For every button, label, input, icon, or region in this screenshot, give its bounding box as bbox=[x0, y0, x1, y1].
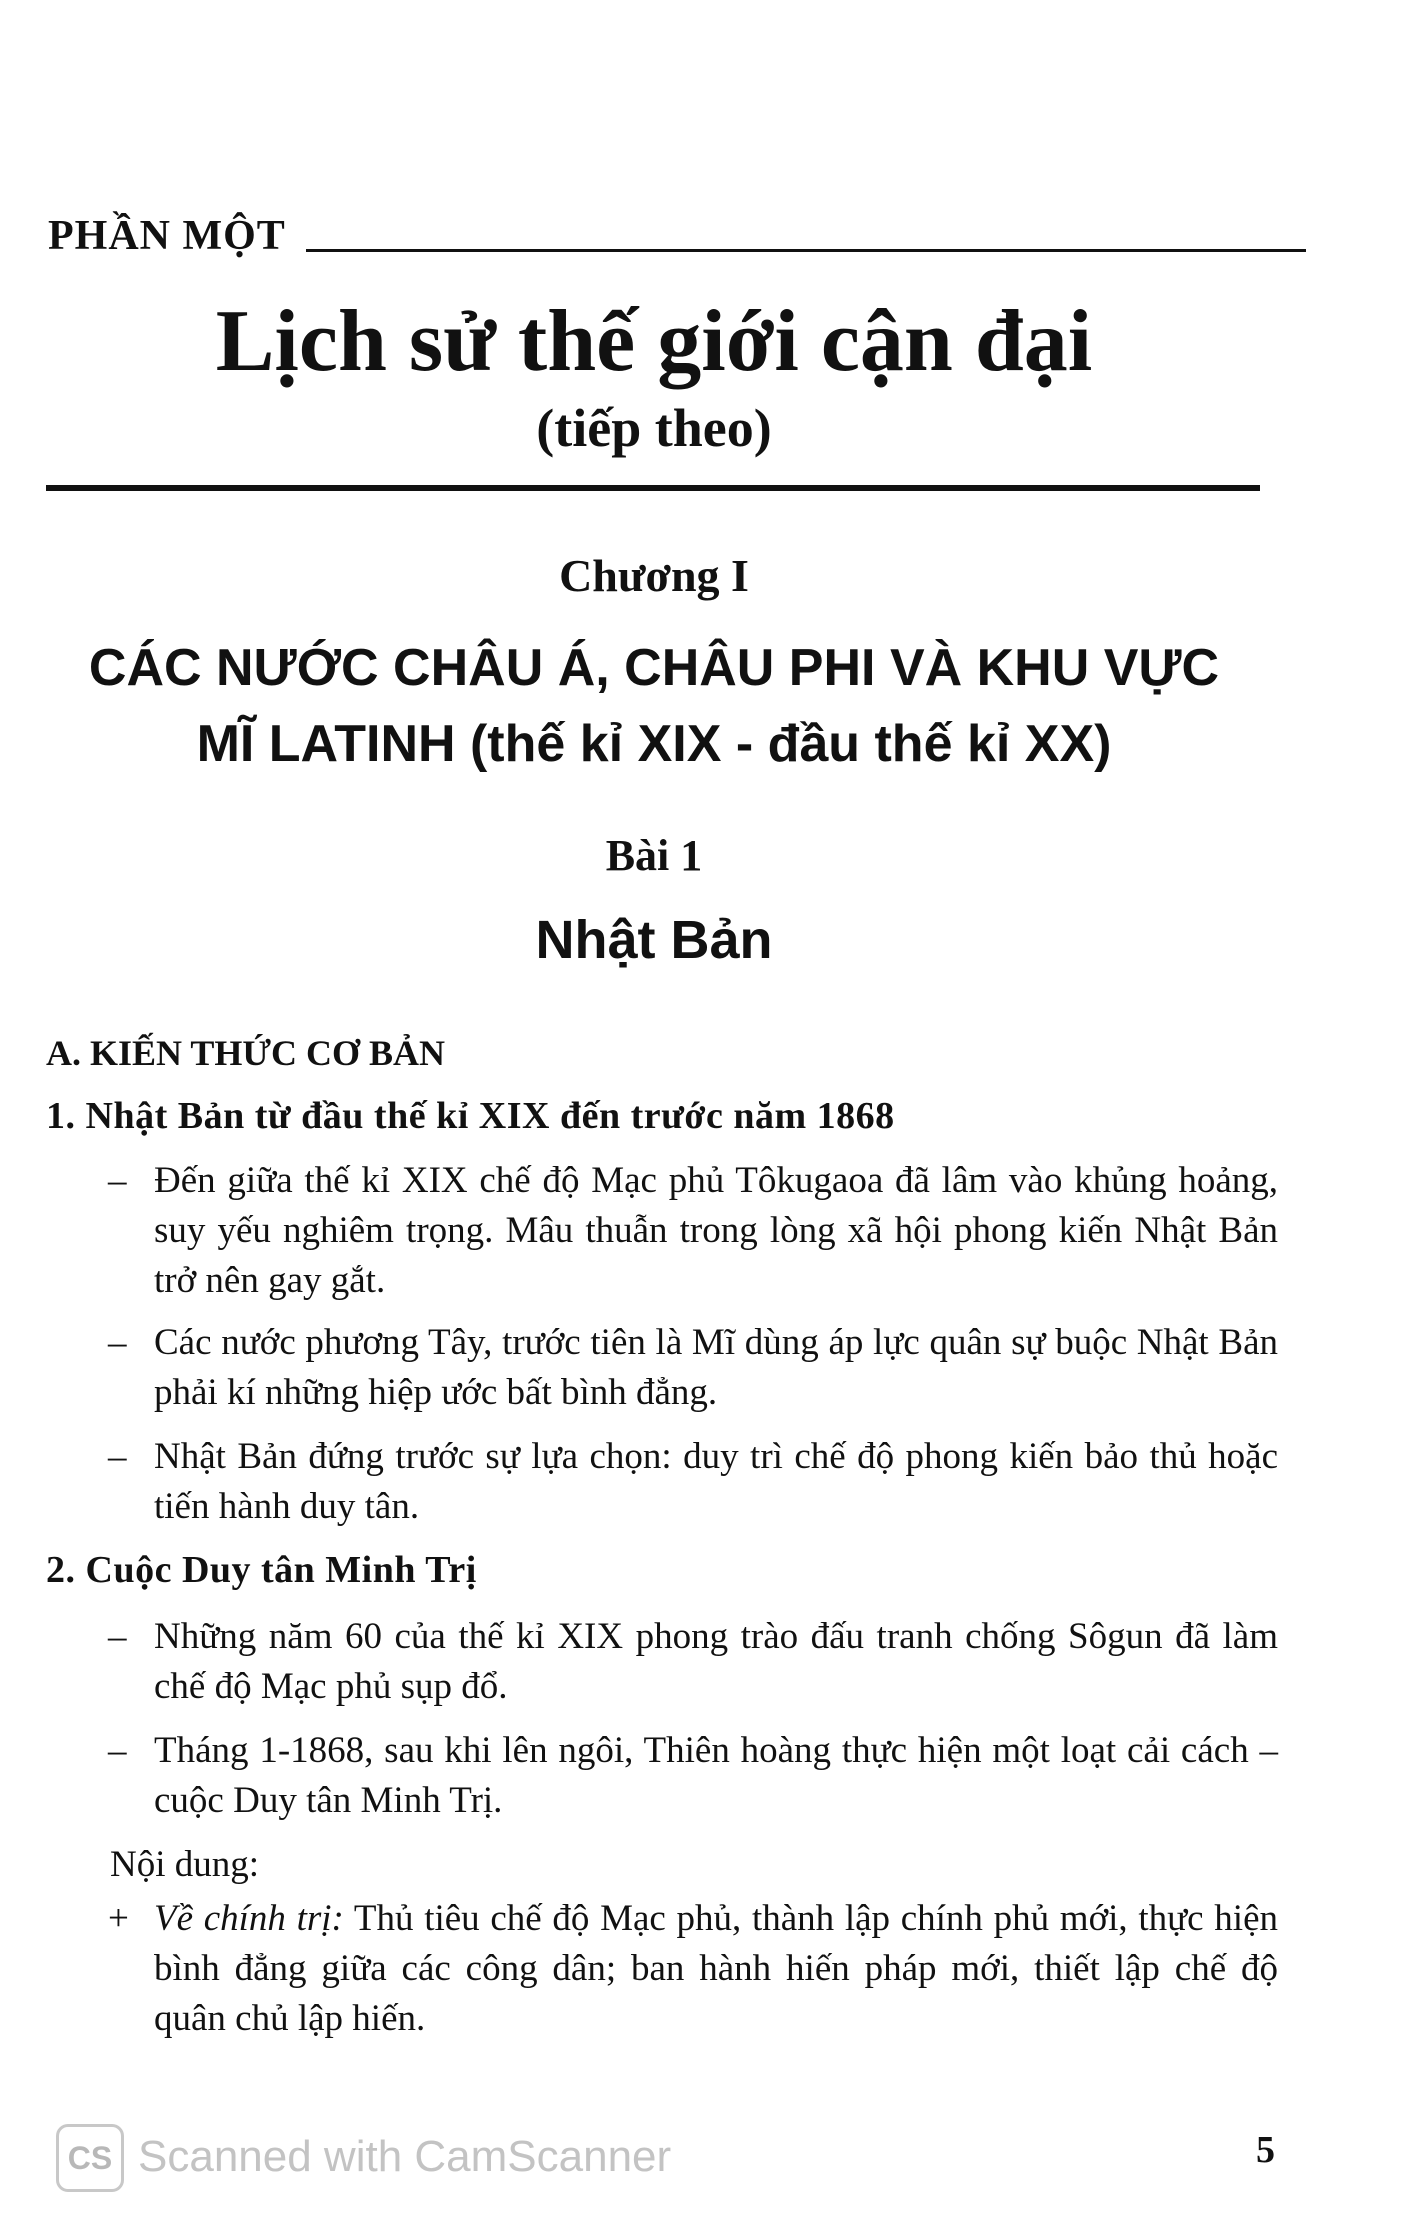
book-subtitle: (tiếp theo) bbox=[536, 398, 772, 458]
camscanner-logo-icon: CS bbox=[56, 2124, 124, 2192]
plus-marker: + bbox=[108, 1898, 129, 1939]
chapter-title-line-2: MĨ LATINH (thế kỉ XIX - đầu thế kỉ XX) bbox=[196, 715, 1112, 773]
dash-marker: – bbox=[108, 1616, 127, 1657]
watermark-text: Scanned with CamScanner bbox=[138, 2132, 672, 2181]
part-label: PHẦN MỘT bbox=[48, 213, 286, 259]
item-body: Thủ tiêu chế độ Mạc phủ, thành lập chính phủ mới, thực hiện bình đẳng giữa các công dân; ban hành hiến pháp mới, thiết lập chế độ quân chủ lập hiến. bbox=[154, 1898, 1278, 2039]
chapter-label: Chương I bbox=[559, 550, 749, 601]
list-item bbox=[108, 1612, 1278, 1712]
section-heading: A. KIẾN THỨC CƠ BẢN bbox=[46, 1033, 446, 1073]
dash-marker: – bbox=[108, 1322, 127, 1363]
list-item bbox=[108, 1894, 1278, 2044]
lesson-label: Bài 1 bbox=[605, 831, 703, 880]
list-item-text: Đến giữa thế kỉ XIX chế độ Mạc phủ Tôkugaoa đã lâm vào khủng hoảng, suy yếu nghiêm trọng. Mâu thuẫn trong lòng xã hội phong kiến Nhật Bản trở nên gay gắt. bbox=[154, 1160, 1278, 1301]
dash-marker: – bbox=[108, 1730, 127, 1771]
subsection-heading-2: 2. Cuộc Duy tân Minh Trị bbox=[46, 1549, 477, 1591]
book-title: Lịch sử thế giới cận đại bbox=[215, 293, 1093, 390]
list-item bbox=[108, 1318, 1278, 1418]
part-header bbox=[48, 212, 1264, 272]
list-item bbox=[108, 1432, 1278, 1532]
chapter-title bbox=[0, 630, 1308, 782]
title-divider bbox=[46, 485, 1260, 491]
list-item bbox=[108, 1156, 1278, 1306]
list-item-text: Những năm 60 của thế kỉ XIX phong trào đấu tranh chống Sôgun đã làm chế độ Mạc phủ sụp đổ. bbox=[154, 1616, 1278, 1707]
list-item-text bbox=[108, 1894, 1278, 2044]
lesson-title: Nhật Bản bbox=[535, 910, 773, 970]
dash-marker: – bbox=[108, 1160, 127, 1201]
chapter-title-line-1: CÁC NƯỚC CHÂU Á, CHÂU PHI VÀ KHU VỰC bbox=[88, 639, 1220, 697]
subsection-heading-1: 1. Nhật Bản từ đầu thế kỉ XIX đến trước năm 1868 bbox=[46, 1095, 895, 1137]
list-item-text: Tháng 1-1868, sau khi lên ngôi, Thiên hoàng thực hiện một loạt cải cách – cuộc Duy tân Minh Trị. bbox=[154, 1730, 1278, 1821]
list-item-text: Các nước phương Tây, trước tiên là Mĩ dùng áp lực quân sự buộc Nhật Bản phải kí những hiệp ước bất bình đẳng. bbox=[154, 1322, 1278, 1413]
part-rule bbox=[306, 249, 1306, 252]
list-item-text: Nhật Bản đứng trước sự lựa chọn: duy trì chế độ phong kiến bảo thủ hoặc tiến hành duy tân. bbox=[154, 1436, 1278, 1527]
item-label: Về chính trị: bbox=[154, 1898, 344, 1939]
content-label: Nội dung: bbox=[110, 1844, 260, 1885]
page-number: 5 bbox=[1256, 2129, 1275, 2171]
list-item bbox=[108, 1726, 1278, 1826]
dash-marker: – bbox=[108, 1436, 127, 1477]
